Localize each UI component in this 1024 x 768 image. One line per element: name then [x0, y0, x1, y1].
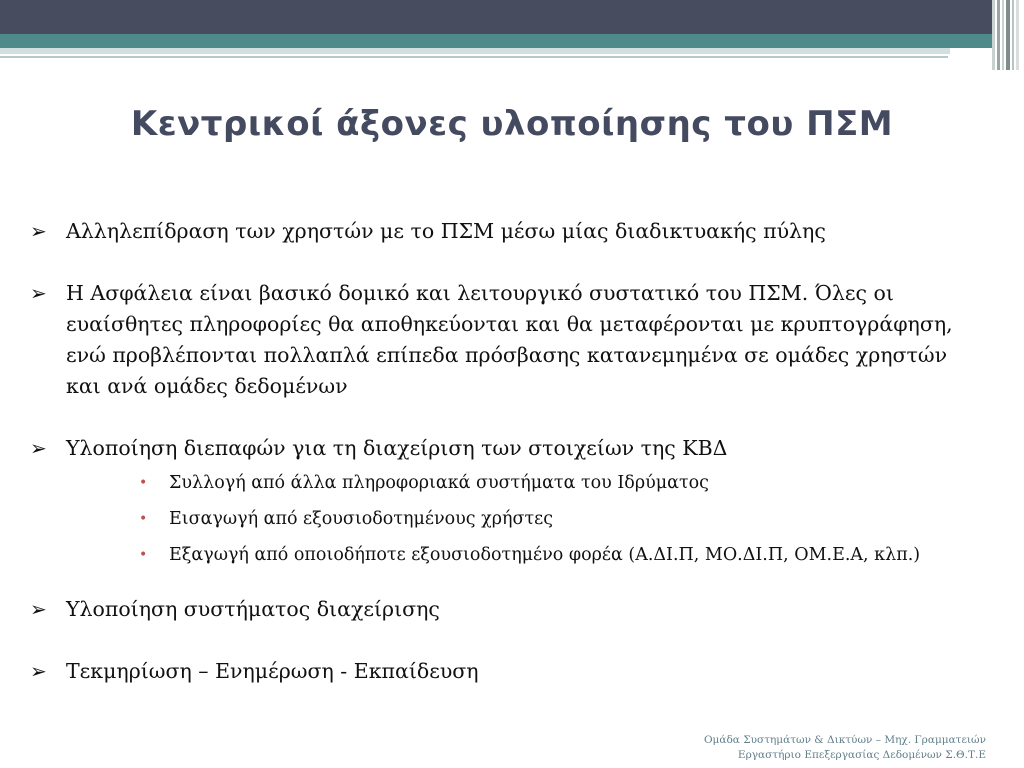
arrow-bullet-icon: ➢: [30, 659, 47, 683]
sub-bullet-dot-icon: •: [139, 547, 148, 563]
footer-line-1: Ομάδα Συστημάτων & Δικτύων – Μηχ. Γραμματειών: [703, 734, 986, 746]
sub-bullet-text: Εξαγωγή από οποιοδήποτε εξουσιοδοτημένο φορέα (Α.ΔΙ.Π, ΜΟ.ΔΙ.Π, ΟΜ.Ε.Α, κλπ.): [169, 545, 921, 565]
header-band-thin: [0, 56, 948, 58]
arrow-bullet-icon: ➢: [30, 436, 47, 460]
bullet-text: Υλοποίηση διεπαφών για τη διαχείριση των στοιχείων της ΚΒΔ: [66, 436, 728, 460]
slide-title: Κεντρικοί άξονες υλοποίησης του ΠΣΜ: [130, 104, 894, 144]
slide-footer: [704, 733, 986, 763]
header-band-dark: [0, 0, 1024, 34]
sub-bullet-item: [139, 506, 970, 533]
vertical-stripe: [1006, 0, 1010, 70]
bullet-text: Υλοποίηση συστήματος διαχείρισης: [66, 597, 440, 621]
vertical-stripe: [1012, 0, 1014, 70]
bullet-item-portal: [30, 216, 970, 247]
slide-content: [30, 216, 970, 687]
bullet-text: Τεκμηρίωση – Ενημέρωση - Εκπαίδευση: [66, 659, 479, 683]
sub-bullet-dot-icon: •: [139, 475, 148, 491]
arrow-bullet-icon: ➢: [30, 281, 47, 305]
bullet-item-management-system: [30, 594, 970, 625]
arrow-bullet-icon: ➢: [30, 597, 47, 621]
sub-bullet-dot-icon: •: [139, 511, 148, 527]
header-band-teal: [0, 34, 1024, 48]
sub-bullet-item: [139, 542, 970, 569]
vertical-stripe: [997, 0, 1000, 70]
bullet-item-documentation: [30, 656, 970, 687]
bullet-item-security: [30, 278, 970, 402]
bullet-item-interfaces: [30, 433, 970, 464]
sub-bullet-text: Εισαγωγή από εξουσιοδοτημένους χρήστες: [169, 509, 554, 529]
bullet-text: Η Ασφάλεια είναι βασικό δομικό και λειτουργικό συστατικό του ΠΣΜ. Όλες οι ευαίσθητες πληροφορίες θα αποθηκεύονται και θα μεταφέρονται με κρυπτογράφηση, ενώ προβλέπονται πολλαπλά επίπεδα πρόσβασης κατανεμημένα σε ομάδες χρηστών και ανά ομάδες δεδομένων: [66, 281, 953, 398]
bullet-text: Αλληλεπίδραση των χρηστών με το ΠΣΜ μέσω μίας διαδικτυακής πύλης: [66, 219, 826, 243]
header-band-light: [0, 48, 950, 54]
vertical-stripe: [1016, 0, 1019, 70]
sub-bullet-list: [30, 470, 970, 569]
sub-bullet-item: [139, 470, 970, 497]
footer-line-2: Εργαστήριο Επεξεργασίας Δεδομένων Σ.Θ.Τ.Ε: [737, 749, 986, 761]
arrow-bullet-icon: ➢: [30, 219, 47, 243]
vertical-stripe: [1002, 0, 1004, 70]
header-vertical-stripes: [992, 0, 1024, 70]
sub-bullet-text: Συλλογή από άλλα πληροφοριακά συστήματα του Ιδρύματος: [169, 473, 709, 493]
vertical-stripe: [992, 0, 995, 70]
